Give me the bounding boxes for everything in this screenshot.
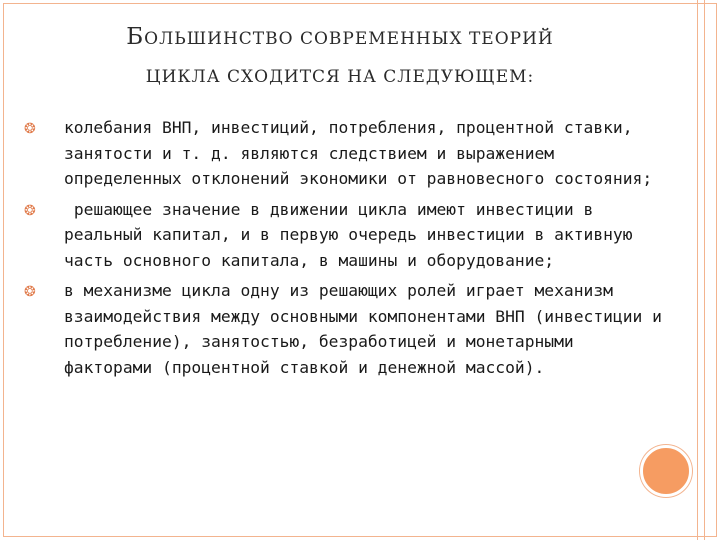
bullet-list bbox=[24, 115, 664, 385]
bullet-text: в механизме цикла одну из решающих ролей играет механизм взаимодействия между основными компонентами ВНП (инвестиции и потребление), занятостью, безработицей и монетарными факторами (процентной ставкой и денежной массой). bbox=[64, 281, 662, 377]
accent-circle bbox=[640, 445, 692, 497]
frame-decor-line bbox=[704, 0, 705, 540]
frame-decor-line bbox=[697, 0, 698, 540]
bullet-text: решающее значение в движении цикла имеют инвестиции в реальный капитал, и в первую очередь инвестиции в активную часть основного капитала, в машины и оборудование; bbox=[64, 199, 643, 270]
list-item bbox=[24, 115, 664, 192]
title-line-1: БОЛЬШИНСТВО СОВРЕМЕННЫХ ТЕОРИЙ bbox=[126, 24, 554, 50]
bullet-icon: ❂ bbox=[24, 202, 36, 219]
bullet-text: колебания ВНП, инвестиций, потребления, процентной ставки, занятости и т. д. являются следствием и выражением определенных отклонений экономики от равновесного состояния; bbox=[64, 118, 653, 188]
slide-title bbox=[40, 18, 640, 96]
bullet-icon: ❂ bbox=[24, 121, 36, 137]
list-item bbox=[24, 278, 664, 380]
title-line-2: ЦИКЛА СХОДИТСЯ НА СЛЕДУЮЩЕМ: bbox=[145, 67, 535, 87]
bullet-icon: ❂ bbox=[24, 284, 36, 300]
list-item bbox=[24, 197, 664, 274]
